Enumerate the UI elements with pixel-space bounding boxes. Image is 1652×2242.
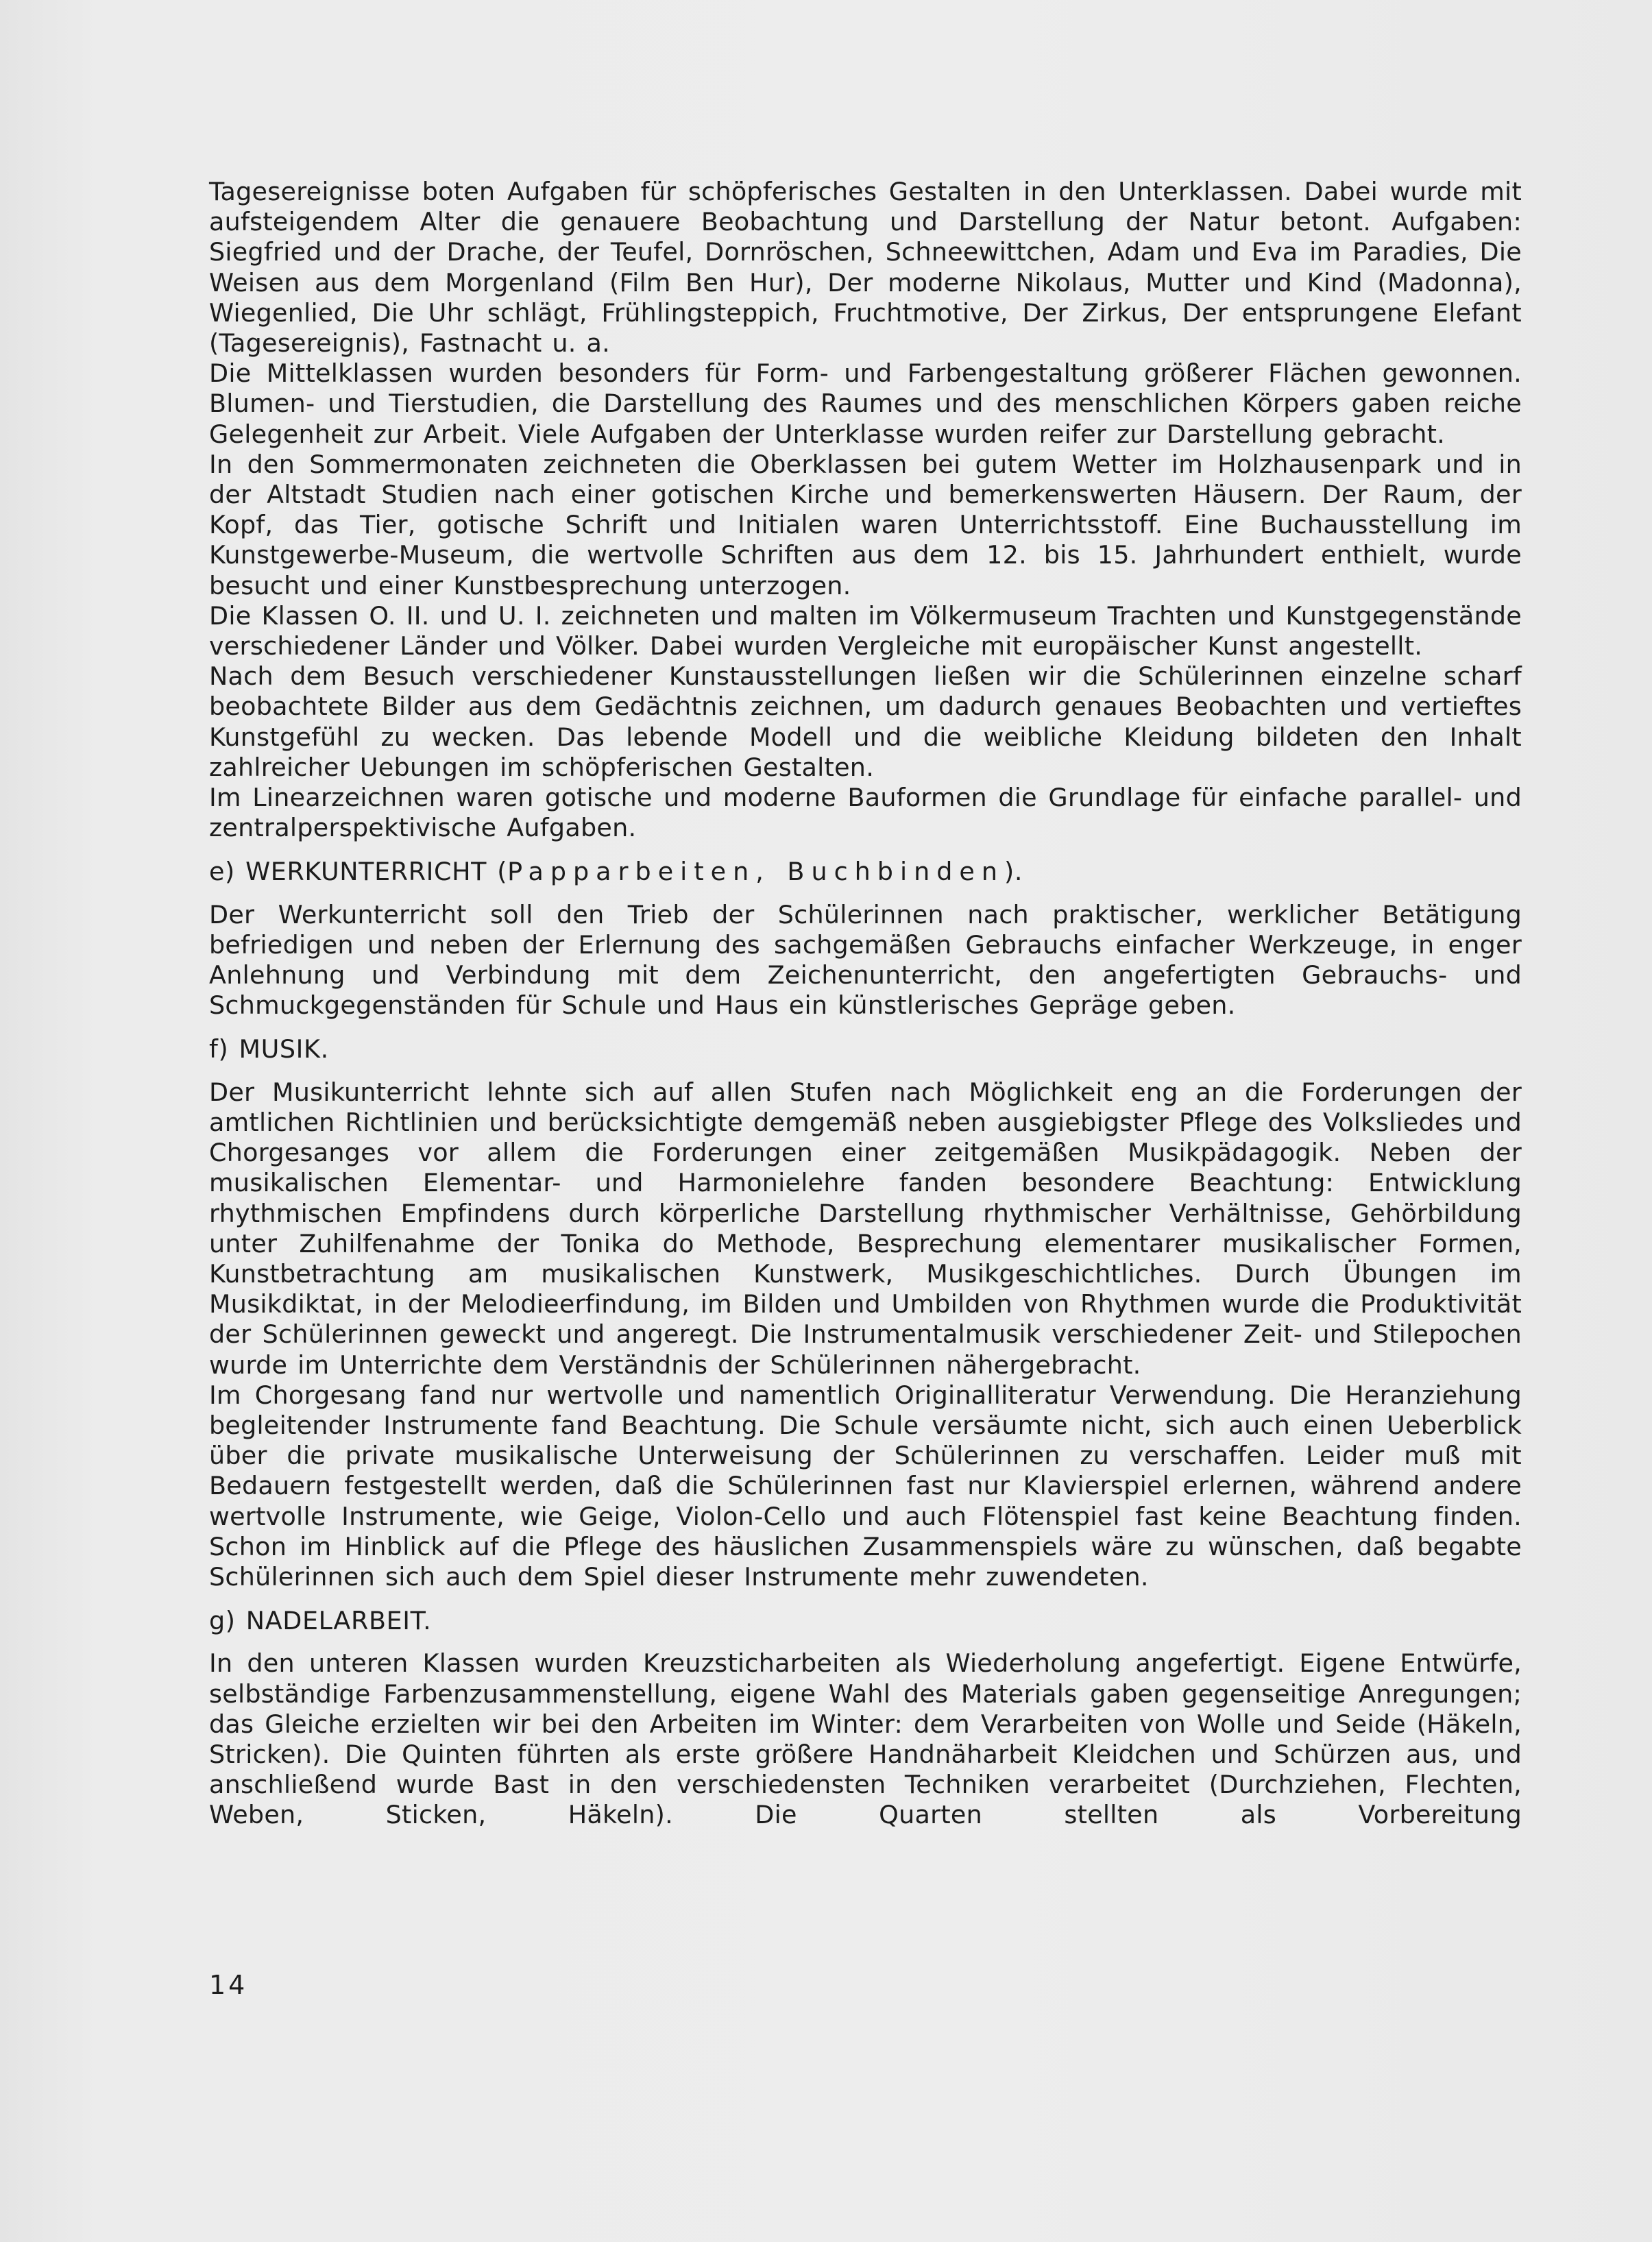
paragraph: Der Werkunterricht soll den Trieb der Schülerinnen nach praktischer, werklicher Betätigung befriedigen und neben der Erlernung des sachgemäßen Gebrauchs einfacher Werkzeuge, in enger Anlehnung und Verbindung mit dem Zeichenunterricht, den angefertigten Gebrauchs- und Schmuckgegenständen für Schule und Haus ein künstlerisches Gepräge geben. [209, 899, 1522, 1021]
paragraph: Der Musikunterricht lehnte sich auf allen Stufen nach Möglichkeit eng an die Forderungen der amtlichen Richtlinien und berücksichtigte demgemäß neben ausgiebigster Pflege des Volksliedes und Chorgesanges vor allem die Forderungen einer zeitgemäßen Musikpädagogik. Neben der musikalischen Elementar- und Harmonielehre fanden besondere Beachtung: Entwicklung rhythmischen Empfindens durch körperliche Darstellung rhythmischer Verhältnisse, Gehörbildung unter Zuhilfenahme der Tonika do Methode, Besprechung elementarer musikalischer Formen, Kunstbetrachtung am musikalischen Kunstwerk, Musikgeschichtliches. Durch Übungen im Musikdiktat, in der Melodieerfindung, im Bilden und Umbilden von Rhythmen wurde die Produktivität der Schülerinnen geweckt und angeregt. Die Instrumentalmusik verschiedener Zeit- und Stilepochen wurde im Unterrichte dem Verständnis der Schülerinnen nähergebracht. [209, 1077, 1522, 1380]
section-heading-werkunterricht [209, 857, 1522, 887]
paragraph: Tagesereignisse boten Aufgaben für schöpferisches Gestalten in den Unterklassen. Dabei wurde mit aufsteigendem Alter die genauere Beobachtung und Darstellung der Natur betont. Aufgaben: Siegfried und der Drache, der Teufel, Dornröschen, Schneewittchen, Adam und Eva im Paradies, Die Weisen aus dem Morgenland (Film Ben Hur), Der moderne Nikolaus, Mutter und Kind (Madonna), Wiegenlied, Die Uhr schlägt, Frühlingsteppich, Fruchtmotive, Der Zirkus, Der entsprungene Elefant (Tagesereignis), Fastnacht u. a. [209, 177, 1522, 358]
page-number: 14 [209, 1970, 248, 2000]
paragraph: Im Chorgesang fand nur wertvolle und namentlich Originalliteratur Verwendung. Die Heranziehung begleitender Instrumente fand Beachtung. Die Schule versäumte nicht, sich auch einen Ueberblick über die private musikalische Unterweisung der Schülerinnen zu verschaffen. Leider muß mit Bedauern festgestellt werden, daß die Schülerinnen fast nur Klavierspiel erlernen, während andere wertvolle Instrumente, wie Geige, Violon-Cello und auch Flötenspiel fast keine Beachtung finden. Schon im Hinblick auf die Pflege des häuslichen Zusammenspiels wäre zu wünschen, daß begabte Schülerinnen sich auch dem Spiel dieser Instrumente mehr zuwendeten. [209, 1380, 1522, 1592]
paragraph: In den Sommermonaten zeichneten die Oberklassen bei gutem Wetter im Holzhausenpark und in der Altstadt Studien nach einer gotischen Kirche und bemerkenswerten Häusern. Der Raum, der Kopf, das Tier, gotische Schrift und Initialen waren Unterrichtsstoff. Eine Buchausstellung im Kunstgewerbe-Museum, die wertvolle Schriften aus dem 12. bis 15. Jahrhundert enthielt, wurde besucht und einer Kunstbesprechung unterzogen. [209, 449, 1522, 600]
paragraph: In den unteren Klassen wurden Kreuzsticharbeiten als Wiederholung angefertigt. Eigene Entwürfe, selbständige Farbenzusammenstellung, eigene Wahl des Materials gaben gegenseitige Anregungen; das Gleiche erzielten wir bei den Arbeiten im Winter: dem Verarbeiten von Wolle und Seide (Häkeln, Stricken). Die Quinten führten als erste größere Handnäharbeit Kleidchen und Schürzen aus, und anschließend wurde Bast in den verschiedensten Techniken verarbeitet (Durchziehen, Flechten, Weben, Sticken, Häkeln). Die Quarten stellten als Vorbereitung [209, 1648, 1522, 1830]
heading-spaced-text: Papparbeiten, Buchbinden [507, 857, 1005, 887]
paragraph: Die Mittelklassen wurden besonders für Form- und Farbengestaltung größerer Flächen gewonnen. Blumen- und Tierstudien, die Darstellung des Raumes und des menschlichen Körpers gaben reiche Gelegenheit zur Arbeit. Viele Aufgaben der Unterklasse wurden reifer zur Darstellung gebracht. [209, 358, 1522, 449]
heading-prefix: e) WERKUNTERRICHT ( [209, 857, 508, 887]
section-heading-nadelarbeit: g) NADELARBEIT. [209, 1606, 432, 1636]
text-block [209, 177, 1522, 1831]
paragraph: Im Linearzeichnen waren gotische und moderne Bauformen die Grundlage für einfache parallel- und zentralperspektivische Aufgaben. [209, 783, 1522, 843]
paragraph: Die Klassen O. II. und U. I. zeichneten und malten im Völkermuseum Trachten und Kunstgegenstände verschiedener Länder und Völker. Dabei wurden Vergleiche mit europäischer Kunst angestellt. [209, 600, 1522, 661]
heading-suffix: ). [1004, 857, 1023, 887]
paragraph: Nach dem Besuch verschiedener Kunstausstellungen ließen wir die Schülerinnen einzelne scharf beobachtete Bilder aus dem Gedächtnis zeichnen, um dadurch genaues Beobachten und vertieftes Kunstgefühl zu wecken. Das lebende Modell und die weibliche Kleidung bildeten den Inhalt zahlreicher Uebungen im schöpferischen Gestalten. [209, 661, 1522, 782]
section-heading-musik: f) MUSIK. [209, 1034, 329, 1064]
